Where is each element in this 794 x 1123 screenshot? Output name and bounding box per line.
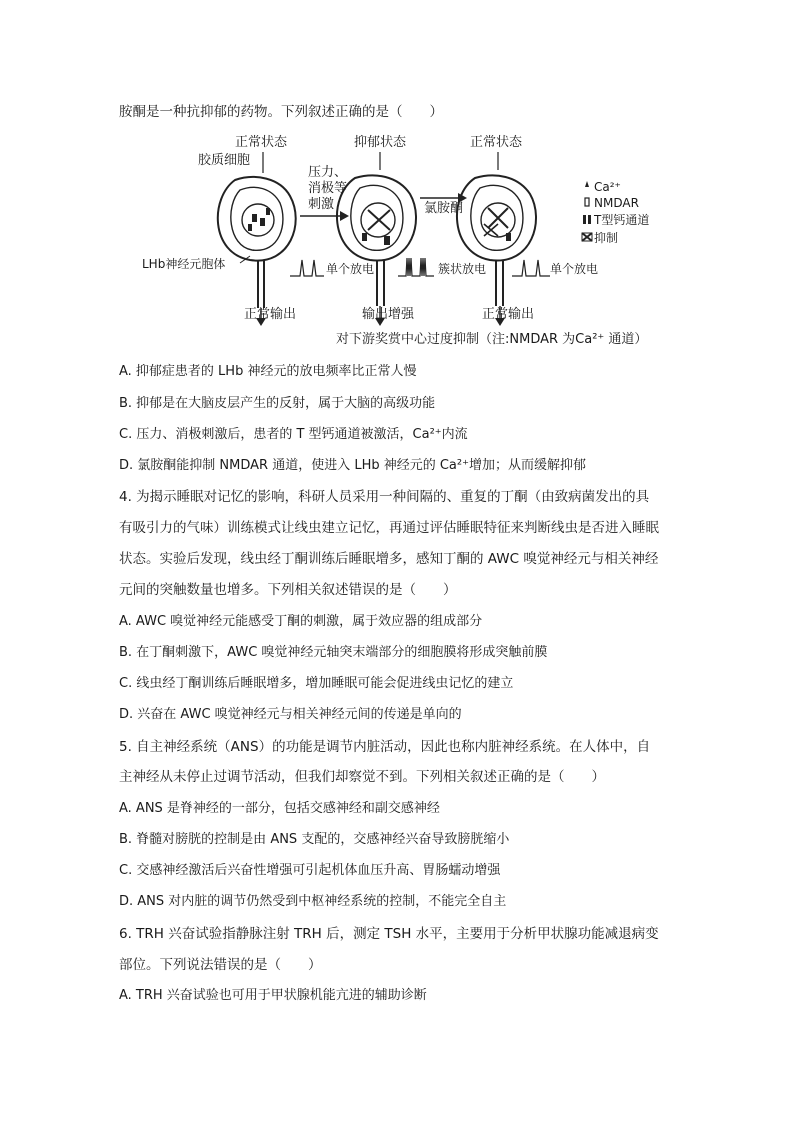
q5-stem-line-1: 5. 自主神经系统（ANS）的功能是调节内脏活动，因此也称内脏神经系统。在人体中，自 xyxy=(119,739,651,755)
q4-option-b: B. 在丁酮刺激下，AWC 嗅觉神经元轴突末端部分的细胞膜将形成突触前膜 xyxy=(119,645,548,660)
normal-output-label-2: 正常输出 xyxy=(482,307,535,322)
q3-option-c: C. 压力、消极刺激后，患者的 T 型钙通道被激活，Ca²⁺内流 xyxy=(119,427,468,442)
q4-stem-line-3: 状态。实验后发现，线虫经丁酮训练后睡眠增多，感知丁酮的 AWC 嗅觉神经元与相关神经 xyxy=(119,551,659,567)
state-depressed-label: 抑郁状态 xyxy=(354,135,407,150)
figure-note: 对下游奖赏中心过度抑制（注:NMDAR 为Ca²⁺ 通道） xyxy=(336,332,648,347)
state-normal-1-label: 正常状态 xyxy=(235,135,288,150)
q4-stem-line-2: 有吸引力的气味）训练模式让线虫建立记忆，再通过评估睡眠特征来判断线虫是否进入睡眠 xyxy=(119,520,659,536)
stimulus-label-2: 消极等 xyxy=(308,181,348,196)
q4-option-c: C. 线虫经丁酮训练后睡眠增多，增加睡眠可能会促进线虫记忆的建立 xyxy=(119,676,514,691)
q5-option-a: A. ANS 是脊神经的一部分，包括交感神经和副交感神经 xyxy=(119,801,440,816)
burst-firing-trace xyxy=(398,258,434,276)
q6-stem-line-2: 部位。下列说法错误的是（ ） xyxy=(119,957,322,973)
q6-stem-line-1: 6. TRH 兴奋试验指静脉注射 TRH 后，测定 TSH 水平，主要用于分析甲状腺功能减退病变 xyxy=(119,926,659,942)
lhb-soma-label: LHb神经元胞体 xyxy=(142,257,226,271)
glial-cell-label: 胶质细胞 xyxy=(198,153,251,168)
stimulus-label-3: 刺激 xyxy=(308,197,335,212)
q6-option-a: A. TRH 兴奋试验也可用于甲状腺机能亢进的辅助诊断 xyxy=(119,988,427,1003)
q5-option-b: B. 脊髓对膀胱的控制是由 ANS 支配的，交感神经兴奋导致膀胱缩小 xyxy=(119,832,510,847)
neuron-cell-depressed xyxy=(337,175,416,306)
single-firing-label-1: 单个放电 xyxy=(326,262,375,276)
increased-output-label: 输出增强 xyxy=(362,307,415,322)
normal-output-label-1: 正常输出 xyxy=(244,307,297,322)
burst-firing-label: 簇状放电 xyxy=(438,262,487,276)
inhibit-icon xyxy=(582,233,592,241)
q4-option-a: A. AWC 嗅觉神经元能感受丁酮的刺激，属于效应器的组成部分 xyxy=(119,614,483,629)
state-normal-2-label: 正常状态 xyxy=(470,135,523,150)
legend-ca: Ca²⁺ xyxy=(594,180,621,194)
q4-option-d: D. 兴奋在 AWC 嗅觉神经元与相关神经元间的传递是单向的 xyxy=(119,707,462,722)
stimulus-label-1: 压力、 xyxy=(308,165,348,180)
legend-t-channel: T型钙通道 xyxy=(594,213,650,227)
q3-option-a: A. 抑郁症患者的 LHb 神经元的放电频率比正常人慢 xyxy=(119,364,417,379)
t-channel-icon xyxy=(583,215,586,224)
q5-stem-line-2: 主神经从未停止过调节活动，但我们却察觉不到。下列相关叙述正确的是（ ） xyxy=(119,769,605,785)
ca-icon xyxy=(585,181,589,187)
question-3-stem: 胺酮是一种抗抑郁的药物。下列叙述正确的是（ ） xyxy=(119,104,443,120)
figure-legend xyxy=(582,180,649,245)
single-firing-trace-1 xyxy=(290,260,324,276)
q4-stem-line-1: 4. 为揭示睡眠对记忆的影响，科研人员采用一种间隔的、重复的丁酮（由致病菌发出的具 xyxy=(119,489,650,505)
neuron-cell-normal-1 xyxy=(218,177,296,308)
single-firing-trace-2 xyxy=(512,260,550,276)
ketamine-label: 氯胺酮 xyxy=(424,201,464,216)
q3-option-b: B. 抑郁是在大脑皮层产生的反射，属于大脑的高级功能 xyxy=(119,396,436,411)
q3-option-d: D. 氯胺酮能抑制 NMDAR 通道，使进入 LHb 神经元的 Ca²⁺增加；从而缓解抑郁 xyxy=(119,458,586,473)
legend-nmdar: NMDAR xyxy=(594,196,639,210)
q4-stem-line-4: 元间的突触数量也增多。下列相关叙述错误的是（ ） xyxy=(119,582,457,598)
legend-inhibit: 抑制 xyxy=(594,231,619,245)
nmdar-icon xyxy=(585,198,589,206)
single-firing-label-2: 单个放电 xyxy=(550,262,599,276)
q5-option-c: C. 交感神经激活后兴奋性增强可引起机体血压升高、胃肠蠕动增强 xyxy=(119,863,501,878)
neuron-diagram xyxy=(140,128,680,350)
q5-option-d: D. ANS 对内脏的调节仍然受到中枢神经系统的控制，不能完全自主 xyxy=(119,894,507,909)
neuron-cell-normal-2 xyxy=(457,175,536,306)
